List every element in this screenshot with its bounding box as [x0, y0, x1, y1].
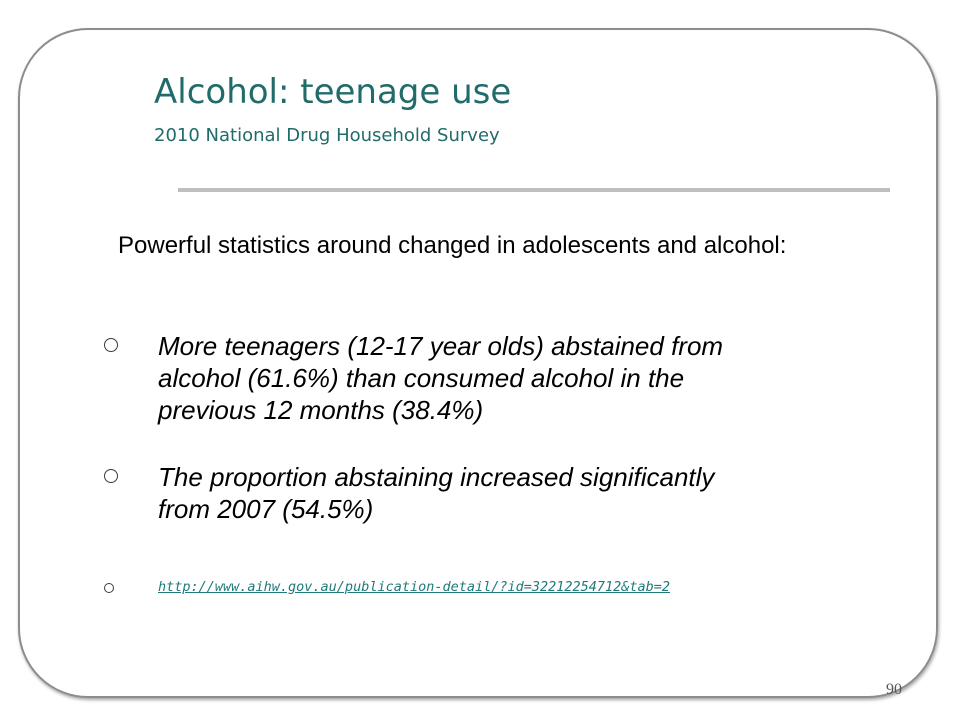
- bullet-line: The proportion abstaining increased significantly: [158, 462, 715, 492]
- page-number: 90: [886, 681, 902, 698]
- title-divider: [178, 188, 890, 192]
- circle-bullet-icon: [104, 469, 118, 483]
- circle-bullet-icon: [104, 583, 114, 593]
- source-link[interactable]: http://www.aihw.gov.au/publication-detail/?id=32212254712&tab=2: [158, 579, 671, 595]
- slide-title: Alcohol: teenage use: [154, 72, 512, 112]
- bullet-line: More teenagers (12-17 year olds) abstained from: [158, 331, 724, 361]
- circle-bullet-icon: [104, 338, 118, 352]
- bullet-line: previous 12 months (38.4%): [158, 395, 484, 425]
- bullet-line: alcohol (61.6%) than consumed alcohol in the: [158, 363, 685, 393]
- slide-subtitle: 2010 National Drug Household Survey: [154, 125, 500, 146]
- intro-paragraph: Powerful statistics around changed in adolescents and alcohol:: [118, 232, 787, 259]
- bullet-line: from 2007 (54.5%): [158, 494, 374, 524]
